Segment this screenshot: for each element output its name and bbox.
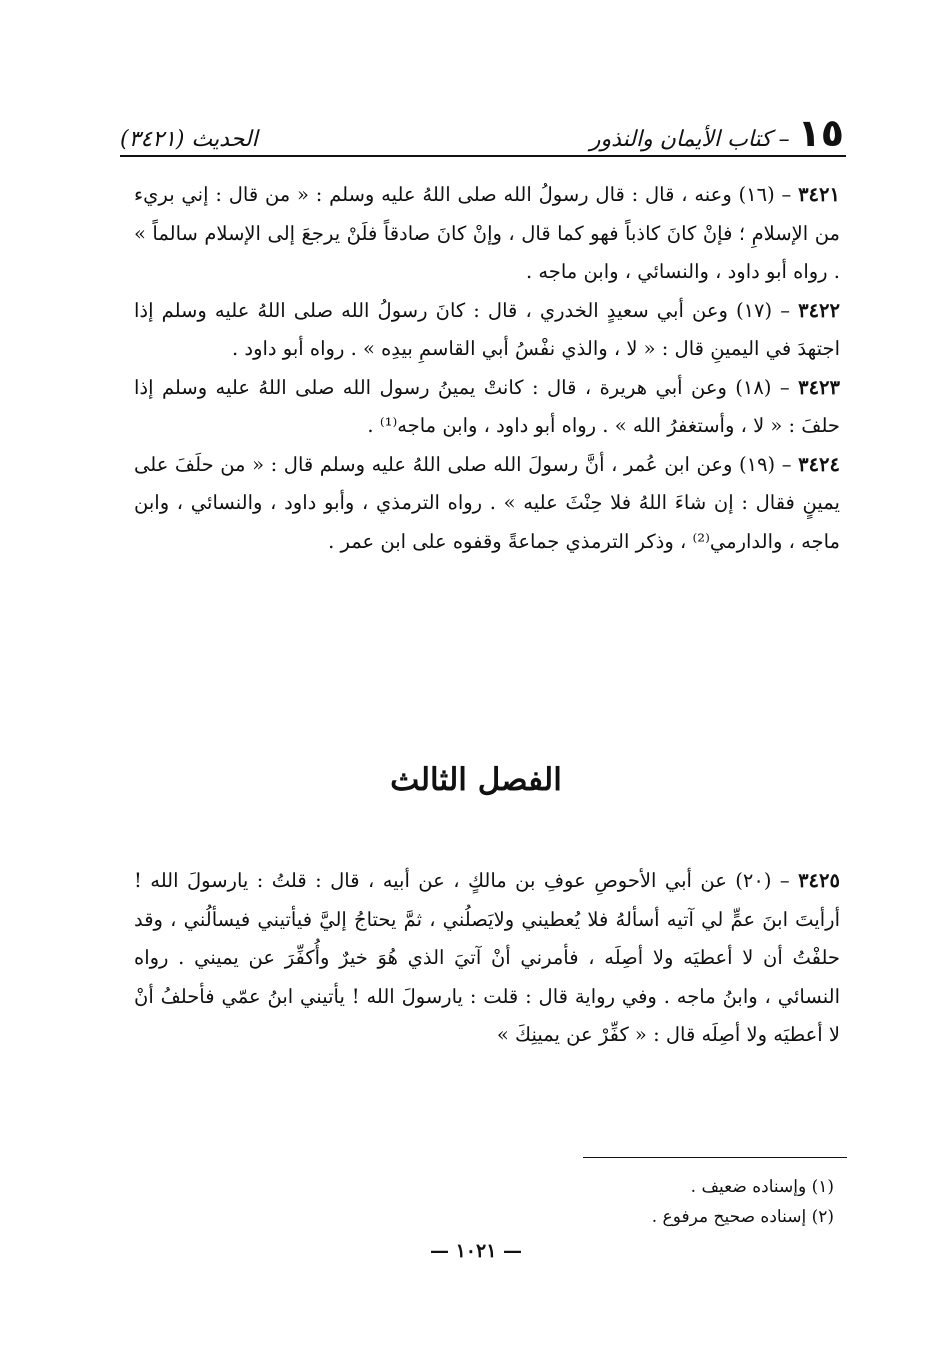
hadith-list <box>134 176 840 561</box>
hadith-text: – (١٩) وعن ابن عُمر ، أنَّ رسولَ الله صلى اللهُ عليه وسلم قال : « من حلَفَ على يمينٍ فقال : إن شاءَ اللهُ فلا حِنْثَ عليه » . رواه الترمذي ، وأبو داود ، والنسائي ، وابن ماجه ، والدارمي⁽²⁾ ، وذكر الترمذي جماعةً وقفوه على ابن عمر . <box>134 452 840 553</box>
hadith-number: ٣٤٢٢ <box>798 298 840 322</box>
section-title: الفصل الثالث <box>390 762 562 798</box>
hadith-text: – (١٦) وعنه ، قال : قال رسولُ الله صلى اللهُ عليه وسلم : « من قال : إني بريء من الإسلامِ ؛ فإنْ كانَ كاذباً فهو كما قال ، وإنْ كانَ صادقاً فلَنْ يرجعَ إلى الإسلام سالماً » . رواه أبو داود ، والنسائي ، وابن ماجه . <box>134 183 840 283</box>
hadith-paragraph <box>134 446 840 562</box>
footnote: (٢) إسناده صحيح مرفوع . <box>651 1207 834 1227</box>
hadith-number: ٣٤٢١ <box>798 183 840 206</box>
hadith-text: – (١٨) وعن أبي هريرة ، قال : كانتْ يمينُ رسول الله صلى اللهُ عليه وسلم إذا حلفَ : « لا ، وأستغفرُ الله » . رواه أبو داود ، وابن ماجه⁽¹⁾ . <box>134 375 840 437</box>
hadith-paragraph <box>134 292 840 369</box>
hadith-reference: الحديث (٣٤٢١) <box>120 127 258 152</box>
section-body <box>134 862 840 1055</box>
page-number: — ١٠٢١ — <box>429 1240 523 1262</box>
footnotes <box>652 1172 834 1232</box>
hadith-number: ٣٤٢٥ <box>798 869 840 892</box>
hadith-number: ٣٤٢٤ <box>798 452 840 476</box>
hadith-paragraph <box>134 369 840 446</box>
hadith-paragraph <box>134 176 840 292</box>
chapter-number: ١٥ <box>797 111 844 155</box>
chapter-title: – كتاب الأيمان والنذور <box>589 127 790 152</box>
footnote: (١) وإسناده ضعيف . <box>690 1177 834 1197</box>
chapter-heading <box>589 111 844 155</box>
hadith-text: – (٢٠) عن أبي الأحوصِ عوفِ بن مالكٍ ، عن أبيه ، قال : قلتُ : يارسولَ الله ! أرأيتَ ابنَ عمٍّ لي آتيه أسألهُ فلا يُعطيني ولايَصلُني ، ثمَّ يحتاجُ إليَّ فيأتيني فيسألُني ، وقد حلفْتُ أن لا أعطيَه ولا أصِلَه ، فأمرني أنْ آتيَ الذي هُوَ خيرٌ وأُكفِّرَ عن يميني . رواه النسائي ، وابنُ ماجه . وفي رواية قال : قلت : يارسولَ الله ! يأتيني ابنُ عمّي فأحلفُ أنْ لا أعطيَه ولا أصِلَه قال : « كفِّرْ عن يمينِكَ » <box>134 869 840 1046</box>
footnote-divider <box>583 1157 847 1158</box>
hadith-text: – (١٧) وعن أبي سعيدٍ الخدري ، قال : كانَ رسولُ الله صلى اللهُ عليه وسلم إذا اجتهدَ في اليمينِ قال : « لا ، والذي نفْسُ أبي القاسمِ بيدِه » . رواه أبو داود . <box>134 298 840 360</box>
hadith-paragraph <box>134 862 840 1055</box>
page-header <box>120 106 844 155</box>
header-divider <box>120 155 846 157</box>
hadith-number: ٣٤٢٣ <box>798 375 840 399</box>
